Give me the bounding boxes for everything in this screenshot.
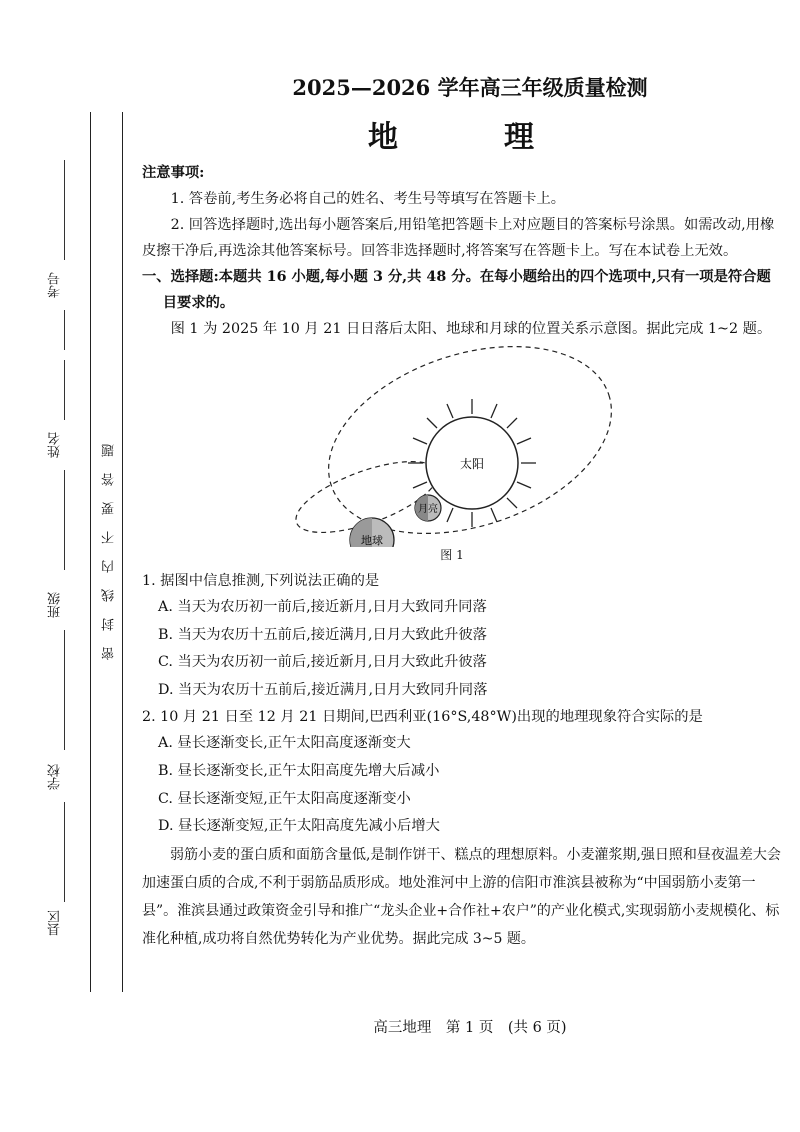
notice-heading: 注意事项: (142, 165, 205, 181)
kaohao-label: 考号 (48, 272, 63, 298)
question-1-stem: 1. 据图中信息推测,下列说法正确的是 (142, 573, 380, 589)
figure-caption: 图 1 (440, 548, 464, 562)
q1-option-b: B. 当天为农历十五前后,接近满月,日月大致此升彼落 (158, 626, 487, 643)
notice-item-1: 1. 答卷前,考生务必将自己的姓名、考生号等填写在答题卡上。 (170, 191, 566, 207)
seal-line-text: 密封线内不要答题 (102, 428, 117, 660)
paper-content (142, 160, 782, 953)
question-2-stem: 2. 10 月 21 日至 12 月 21 日期间,巴西利亚(16°S,48°W)出现的地理现象符合实际的是 (142, 709, 703, 726)
banji-underline (64, 630, 65, 750)
kaohao-underline (64, 160, 65, 260)
xingming-underline-2 (64, 470, 65, 570)
section-heading: 一、选择题:本题共 16 小题,每小题 3 分,共 48 分。在每小题给出的四个选项中,只有一项是符合题目要求的。 (142, 269, 771, 311)
q1-option-d: D. 当天为农历十五前后,接近满月,日月大致同升同落 (158, 681, 488, 698)
exam-title: 2025—2026 学年高三年级质量检测 (292, 75, 648, 100)
moon-label: 月亮 (418, 504, 438, 515)
xuexiao-label: 学校 (48, 764, 63, 790)
binding-line-inner (122, 112, 123, 992)
reading-passage: 弱筋小麦的蛋白质和面筋含量低,是制作饼干、糕点的理想原料。小麦灌浆期,强日照和昼夜温差大会加速蛋白质的合成,不利于弱筋品质形成。地处淮河中上游的信阳市淮滨县被称为“中国弱筋小麦第一县”。淮滨县通过政策资金引导和推广“龙头企业+合作社+农户”的产业化模式,实现弱筋小麦规模化、标准化种植,成功将自然优势转化为产业优势。据此完成 3~5 题。 (142, 846, 781, 947)
figure-1 (142, 342, 782, 564)
figure-intro: 图 1 为 2025 年 10 月 21 日日落后太阳、地球和月球的位置关系示意图。据此完成 1~2 题。 (170, 321, 772, 337)
kaohao-underline-2 (64, 310, 65, 350)
xingming-label: 姓名 (48, 432, 63, 458)
xianqu-label: 县区 (48, 910, 63, 936)
xingming-underline (64, 360, 65, 420)
sun-label: 太阳 (459, 457, 485, 471)
sun-earth-moon-diagram (142, 342, 782, 547)
q1-option-c: C. 当天为农历初一前后,接近新月,日月大致此升彼落 (158, 654, 487, 671)
subject-title: 地 理 (368, 120, 572, 155)
q2-option-a: A. 昼长逐渐变长,正午太阳高度逐渐变大 (158, 735, 411, 752)
binding-line-outer (90, 112, 91, 992)
page-footer: 高三地理 第 1 页 (共 6 页) (373, 1020, 567, 1036)
q2-option-c: C. 昼长逐渐变短,正午太阳高度逐渐变小 (158, 790, 411, 807)
q1-option-a: A. 当天为农历初一前后,接近新月,日月大致同升同落 (158, 599, 487, 615)
q2-option-b: B. 昼长逐渐变长,正午太阳高度先增大后减小 (158, 762, 440, 779)
xuexiao-underline (64, 802, 65, 902)
q2-option-d: D. 昼长逐渐变短,正午太阳高度先减小后增大 (158, 818, 440, 835)
notice-item-2: 2. 回答选择题时,选出每小题答案后,用铅笔把答题卡上对应题目的答案标号涂黑。如需改动,用橡皮擦干净后,再选涂其他答案标号。回答非选择题时,将答案写在答题卡上。写在本试卷上无效。 (142, 217, 775, 259)
earth-label: 地球 (361, 534, 383, 547)
banji-label: 班级 (48, 592, 63, 618)
